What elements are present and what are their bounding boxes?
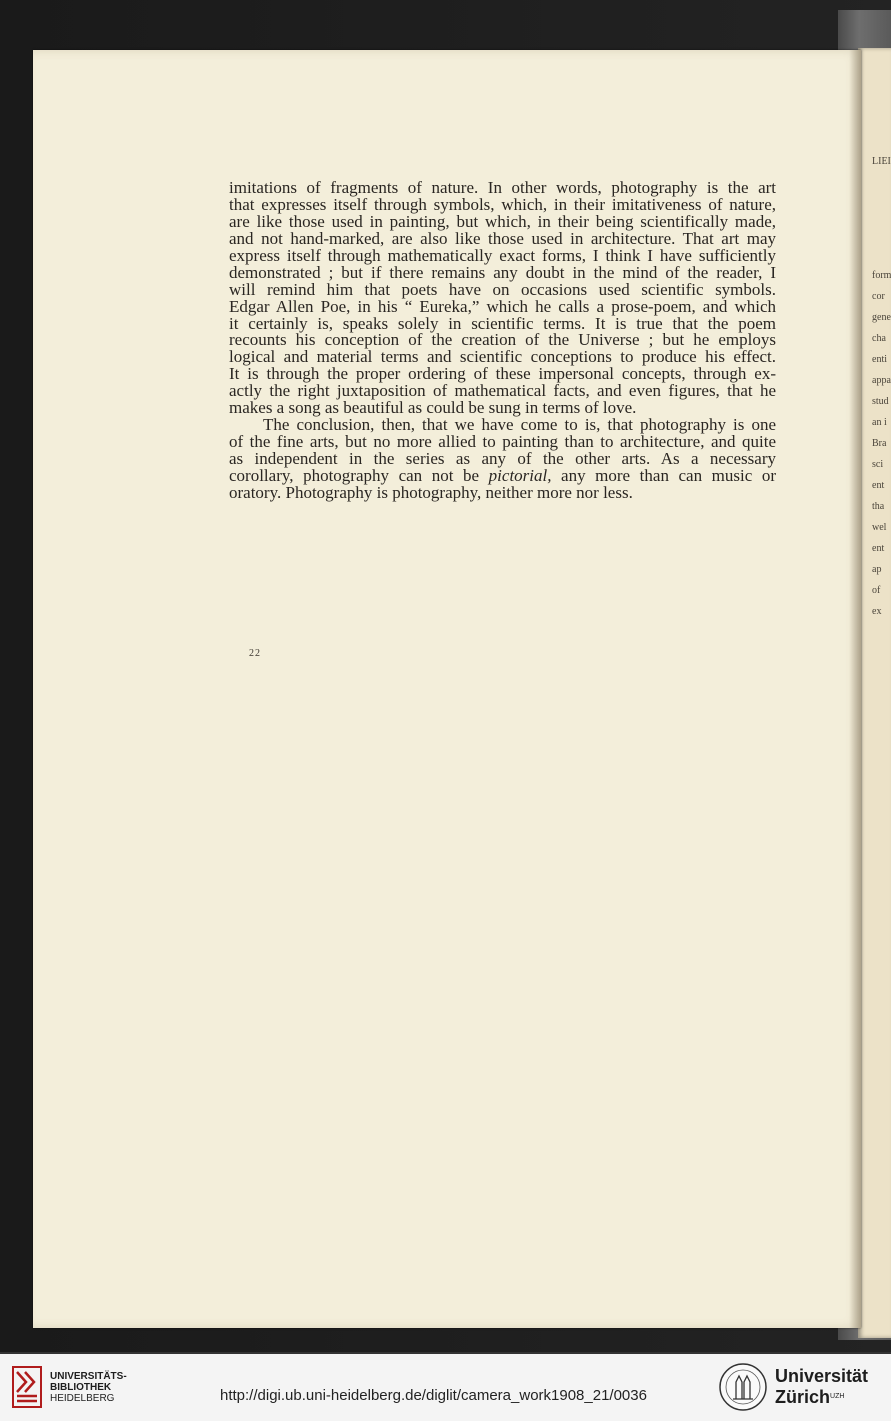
university-line-text: Zürich xyxy=(775,1387,831,1407)
edge-fragment: gene xyxy=(872,312,891,323)
edge-fragment: tha xyxy=(872,501,885,512)
library-name xyxy=(50,1371,127,1404)
university-name xyxy=(775,1366,868,1408)
footer-bar xyxy=(0,1352,891,1421)
university-line xyxy=(775,1387,868,1408)
source-url[interactable]: http://digi.ub.uni-heidelberg.de/diglit/camera_work1908_21/0036 xyxy=(220,1387,647,1404)
edge-fragment: form xyxy=(872,270,891,281)
adjacent-page-edge xyxy=(858,48,891,1338)
text-line: it certainly is, speaks solely in scientific terms. It is true that the poem xyxy=(229,313,776,333)
edge-fragment: ap xyxy=(872,564,882,575)
edge-fragment: an i xyxy=(872,417,887,428)
text-segment: corollary, photography can not be xyxy=(229,465,480,485)
edge-fragment: enti xyxy=(872,354,887,365)
edge-fragment: cha xyxy=(872,333,886,344)
text-line: of the fine arts, but no more allied to painting than to architecture, and quite xyxy=(229,432,776,452)
university-superscript: UZH xyxy=(830,1393,845,1400)
library-logo-icon xyxy=(12,1366,42,1408)
edge-fragment: appa xyxy=(872,375,891,386)
text-line: recounts his conception of the creation of the Universe ; but he employs xyxy=(229,330,776,350)
text-line: as independent in the series as any of the other arts. As a necessary xyxy=(229,449,776,468)
library-line: UNIVERSITÄTS- xyxy=(50,1371,127,1382)
university-line: Universität xyxy=(775,1366,869,1386)
text-line: The conclusion, then, that we have come to is, that photography is one xyxy=(263,415,776,435)
text-line: express itself through mathematically exact forms, I think I have sufficiently xyxy=(229,245,776,265)
edge-fragment: Bra xyxy=(872,438,887,449)
text-line: oratory. Photography is photography, neither more nor less. xyxy=(229,482,633,502)
text-segment: any more than can music or xyxy=(551,465,777,485)
text-line: will remind him that poets have on occasions used scientific symbols. xyxy=(229,279,776,299)
page-number: 22 xyxy=(249,648,261,659)
university-seal-icon xyxy=(718,1362,768,1412)
edge-fragment: sci xyxy=(872,459,884,470)
text-line: that expresses itself through symbols, which, in their imitativeness of nature, xyxy=(229,194,776,214)
body-text xyxy=(229,180,776,502)
edge-fragment: cor xyxy=(872,291,885,302)
text-line: makes a song as beautiful as could be sung in terms of love. xyxy=(229,398,637,418)
text-line: and not hand-marked, are also like those used in architecture. That art may xyxy=(229,228,776,248)
edge-fragment: ent xyxy=(872,480,885,491)
italic-word: pictorial, xyxy=(488,465,552,485)
edge-fragment: stud xyxy=(872,396,889,407)
edge-fragment: LIEI xyxy=(872,156,891,167)
edge-fragment: ex xyxy=(872,606,882,617)
text-line: actly the right juxtaposition of mathematical facts, and even figures, that he xyxy=(229,381,776,401)
text-line: demonstrated ; but if there remains any doubt in the mind of the reader, I xyxy=(229,262,776,282)
edge-fragment: ent xyxy=(872,543,885,554)
text-line: imitations of fragments of nature. In other words, photography is the art xyxy=(229,178,776,197)
book-page xyxy=(33,50,861,1328)
library-line: HEIDELBERG xyxy=(50,1393,115,1404)
text-line: logical and material terms and scientific conceptions to produce his effect. xyxy=(229,347,776,367)
library-line: BIBLIOTHEK xyxy=(50,1382,112,1393)
edge-fragment: of xyxy=(872,585,881,596)
edge-fragment: wel xyxy=(872,522,887,533)
text-line: are like those used in painting, but which, in their being scientifically made, xyxy=(229,211,776,231)
text-line: It is through the proper ordering of these impersonal concepts, through ex- xyxy=(229,364,776,384)
text-line: Edgar Allen Poe, in his “ Eureka,” which he calls a prose-poem, and which xyxy=(229,296,776,316)
